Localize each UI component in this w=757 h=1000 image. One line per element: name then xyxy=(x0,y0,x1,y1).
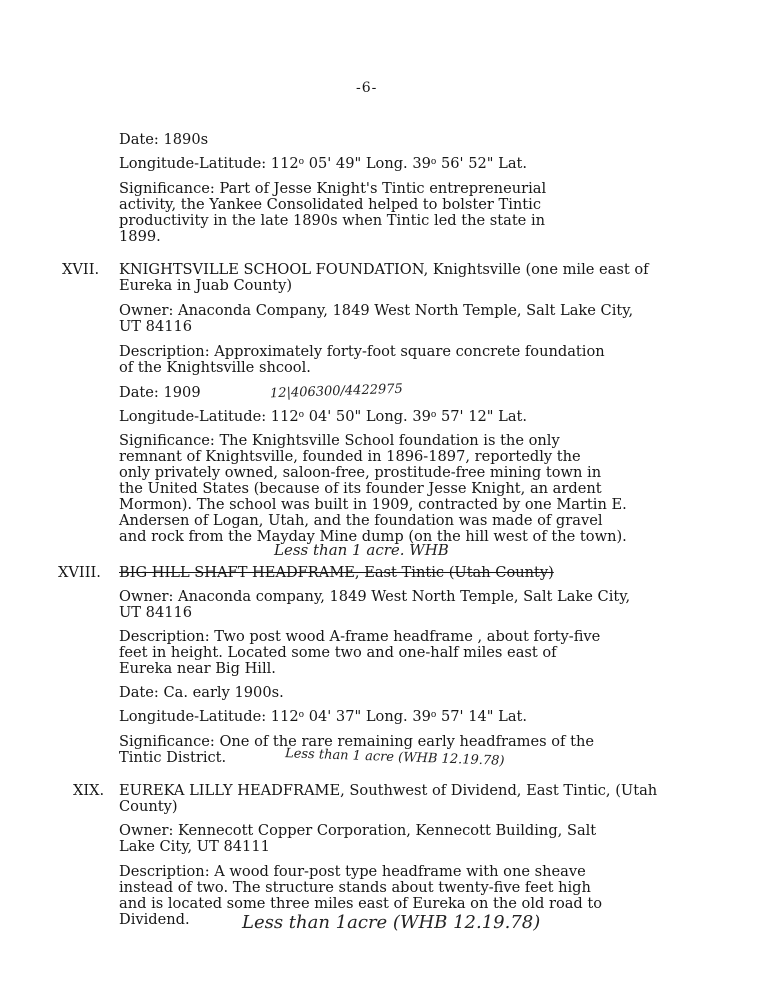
xix-description: and is located some three miles east of Eureka on the old road to xyxy=(119,895,603,912)
xix-description: Description: A wood four-post type headframe with one sheave xyxy=(119,863,586,880)
xvii-description: of the Knightsville shcool. xyxy=(119,359,311,376)
xix-numeral: XIX. xyxy=(73,782,105,799)
xviii-significance-line: Tintic District. xyxy=(119,749,227,766)
xvii-description: Description: Approximately forty-foot square concrete foundation xyxy=(119,343,605,360)
xix-title: EUREKA LILLY HEADFRAME, Southwest of Dividend, East Tintic, (Utah xyxy=(119,782,658,799)
xviii-owner: Owner: Anaconda company, 1849 West North Temple, Salt Lake City, xyxy=(119,588,631,605)
handwritten-coordinates: 12|406300/4422975 xyxy=(269,381,404,402)
handwritten-note: Less than 1 acre (WHB 12.19.78) xyxy=(284,746,505,769)
handwritten-note: Less than 1 acre. WHB xyxy=(274,541,449,559)
xvii-significance-line: Andersen of Logan, Utah, and the foundation was made of gravel xyxy=(119,512,603,529)
xvi-significance-line: productivity in the late 1890s when Tintic led the state in xyxy=(119,212,546,229)
xvii-owner: UT 84116 xyxy=(119,318,193,335)
xviii-owner: UT 84116 xyxy=(119,604,193,621)
xvi-long-lat: Longitude-Latitude: 112$^o$ 05' 49" Long. 39$^o$ 56' 52" Lat. xyxy=(119,155,528,172)
xviii-title: BIG HILL SHAFT HEADFRAME, East Tintic (Utah County) xyxy=(119,564,554,581)
xvii-significance-line: the United States (because of its founder Jesse Knight, an ardent xyxy=(119,480,602,497)
xix-owner: Lake City, UT 84111 xyxy=(119,838,270,855)
xvii-owner: Owner: Anaconda Company, 1849 West North Temple, Salt Lake City, xyxy=(119,302,634,319)
xix-description: instead of two. The structure stands about twenty-five feet high xyxy=(119,879,591,896)
xvii-significance-line: remnant of Knightsville, founded in 1896-1897, reportedly the xyxy=(119,448,581,465)
xvii-long-lat: Longitude-Latitude: 112$^o$ 04' 50" Long. 39$^o$ 57' 12" Lat. xyxy=(119,408,528,425)
xvii-title: KNIGHTSVILLE SCHOOL FOUNDATION, Knightsville (one mile east of xyxy=(119,261,649,278)
xviii-significance-line: Significance: One of the rare remaining early headframes of the xyxy=(119,733,594,750)
xvii-date: Date: 1909 xyxy=(119,384,201,401)
xix-description: Dividend. xyxy=(119,911,190,928)
handwritten-note: Less than 1acre (WHB 12.19.78) xyxy=(242,912,541,933)
xviii-long-lat: Longitude-Latitude: 112$^o$ 04' 37" Long. 39$^o$ 57' 14" Lat. xyxy=(119,708,528,725)
xvi-significance-line: activity, the Yankee Consolidated helped to bolster Tintic xyxy=(119,196,542,213)
xvii-title: Eureka in Juab County) xyxy=(119,277,293,294)
xviii-date: Date: Ca. early 1900s. xyxy=(119,684,284,701)
xvii-significance-line: Mormon). The school was built in 1909, contracted by one Martin E. xyxy=(119,496,627,513)
xvii-significance-line: only privately owned, saloon-free, prostitude-free mining town in xyxy=(119,464,602,481)
xix-owner: Owner: Kennecott Copper Corporation, Kennecott Building, Salt xyxy=(119,822,597,839)
xvi-significance-line: 1899. xyxy=(119,228,161,245)
xvii-significance-line: and rock from the Mayday Mine dump (on the hill west of the town). xyxy=(119,528,627,545)
xvi-significance-line: Significance: Part of Jesse Knight's Tintic entrepreneurial xyxy=(119,180,547,197)
xviii-numeral: XVIII. xyxy=(58,564,101,581)
xvi-date: Date: 1890s xyxy=(119,131,209,148)
xviii-description: Eureka near Big Hill. xyxy=(119,660,276,677)
xviii-description: feet in height. Located some two and one-half miles east of xyxy=(119,644,557,661)
xvii-numeral: XVII. xyxy=(62,261,100,278)
xviii-description: Description: Two post wood A-frame headframe , about forty-five xyxy=(119,628,601,645)
page-number: -6- xyxy=(356,80,378,96)
xix-title: County) xyxy=(119,798,178,815)
xvii-significance-line: Significance: The Knightsville School foundation is the only xyxy=(119,432,560,449)
